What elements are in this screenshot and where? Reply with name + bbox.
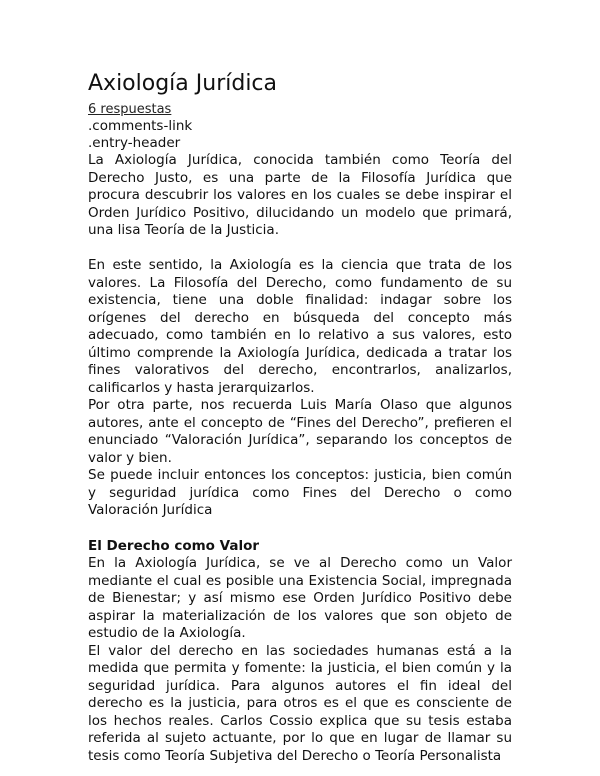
comments-link[interactable]: 6 respuestas [88, 102, 172, 117]
olaso-paragraph: Por otra parte, nos recuerda Luis María Olaso que algunos autores, ante el concepto de “Fines del Derecho”, prefieren el enunciado “Valoración Jurídica”, separando los conceptos de valor y bien. [88, 397, 512, 466]
axiology-paragraph: En este sentido, la Axiología es la ciencia que trata de los valores. La Filosofía del Derecho, como fundamento de su existencia, tiene una doble finalidad: indagar sobre los orígenes del derecho en búsqueda del concepto más adecuado, como también en lo relativo a sus valores, esto último comprende la Axiología Jurídica, dedicada a tratar los fines valorativos del derecho, encontrarlos, analizarlos, calificarlos y hasta jerarquizarlos. [88, 257, 512, 396]
law-value-paragraph: El valor del derecho en las sociedades humanas está a la medida que permita y fomente: la justicia, el bien común y la seguridad jurídica. Para algunos autores el fin ideal del derecho es la justicia, para otros es el que es consciente de los hechos reales. Carlos Cossio explica que su tesis estaba referida al sujeto actuante, por lo que en lugar de llamar su tesis como Teoría Subjetiva del Derecho o Teoría Personalista [88, 642, 512, 764]
section-gap [88, 520, 512, 538]
paragraph-gap [88, 240, 512, 258]
comments-link-marker: .comments-link [88, 118, 193, 134]
article-title: Axiología Jurídica [88, 71, 278, 96]
intro-paragraph: La Axiología Jurídica, conocida también como Teoría del Derecho Justo, es una parte de la Filosofía Jurídica que procura descubrir los valores en los cuales se debe inspirar el Orden Jurídico Positivo, dilucidando un modelo que primará, una lisa Teoría de la Justicia. [88, 152, 512, 238]
concepts-paragraph: Se puede incluir entonces los conceptos: justicia, bien común y seguridad jurídica como Fines del Derecho o como Valoración Jurídica [88, 467, 512, 518]
article [88, 70, 512, 765]
entry-header-marker: .entry-header [88, 135, 181, 151]
section-heading: El Derecho como Valor [88, 538, 260, 554]
value-paragraph: En la Axiología Jurídica, se ve al Derecho como un Valor mediante el cual es posible una Existencia Social, impregnada de Bienestar; y así mismo ese Orden Jurídico Positivo debe aspirar la materialización de los valores que son objeto de estudio de la Axiología. [88, 555, 512, 641]
